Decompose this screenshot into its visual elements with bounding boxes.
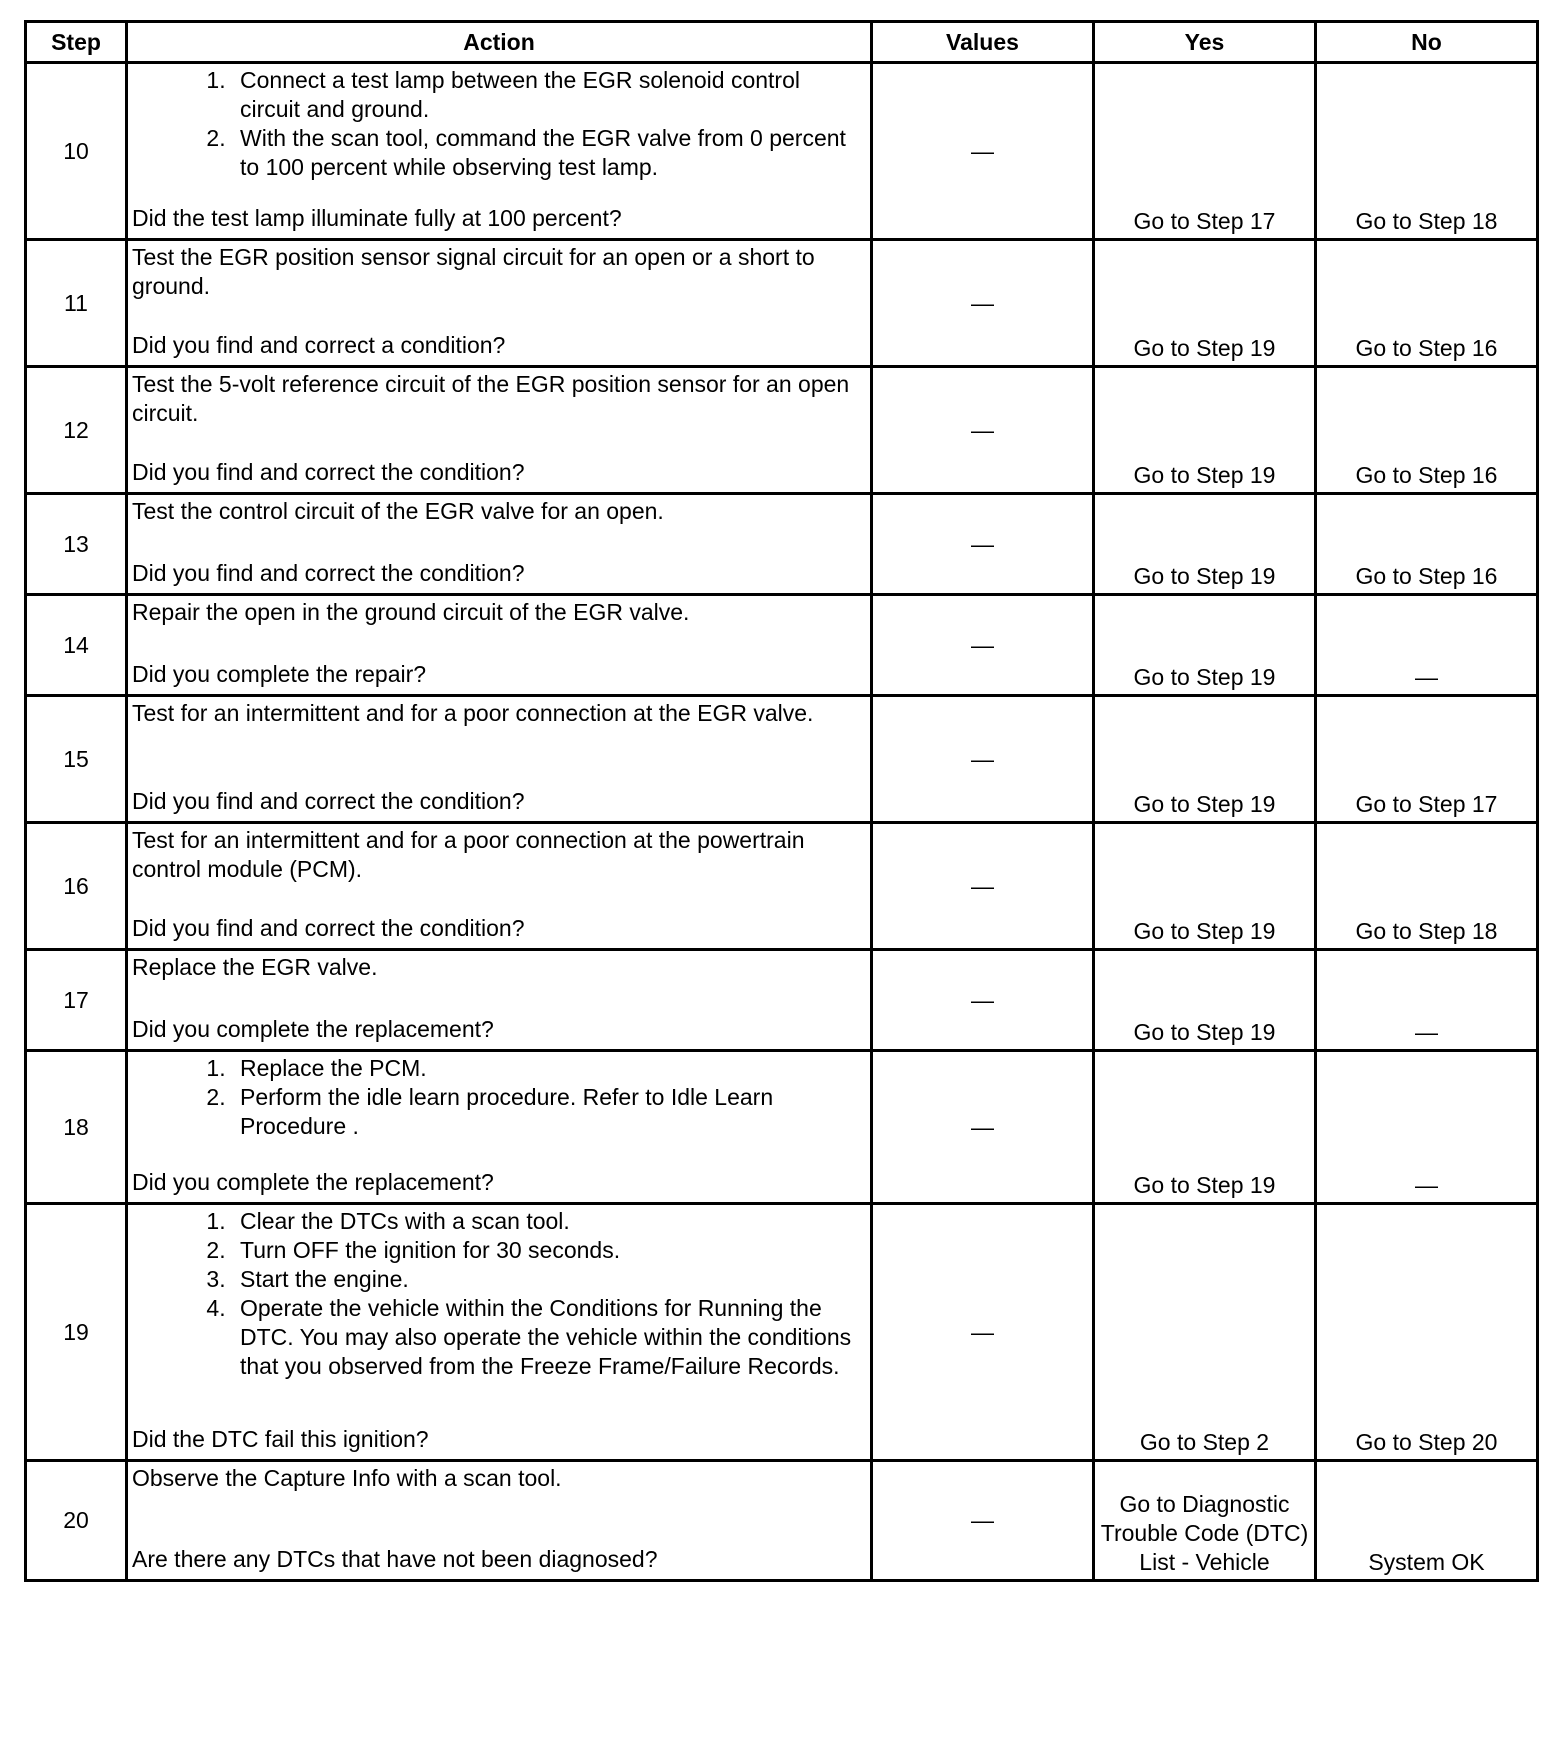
table-row	[26, 823, 1538, 950]
yes-cell	[1094, 1051, 1316, 1204]
no-link[interactable]: —	[1415, 1019, 1438, 1045]
action-text: Test the control circuit of the EGR valve for an open.	[132, 498, 664, 524]
action-list-item: 1. Connect a test lamp between the EGR solenoid control circuit and ground.	[232, 66, 864, 124]
action-cell	[127, 1051, 872, 1204]
no-cell	[1316, 1204, 1538, 1461]
action-cell	[127, 367, 872, 494]
no-link[interactable]: Go to Step 16	[1355, 335, 1498, 361]
step-cell: 16	[26, 823, 127, 950]
yes-cell	[1094, 823, 1316, 950]
action-question: Did you find and correct the condition?	[132, 788, 525, 814]
action-question: Did you complete the replacement?	[132, 1169, 494, 1195]
table-row	[26, 367, 1538, 494]
values-cell: —	[872, 1204, 1094, 1461]
action-content	[128, 368, 870, 489]
yes-cell	[1094, 367, 1316, 494]
action-text: Observe the Capture Info with a scan tool.	[132, 1465, 562, 1491]
values-cell: —	[872, 823, 1094, 950]
no-cell	[1316, 367, 1538, 494]
action-cell	[127, 950, 872, 1051]
action-list	[132, 66, 864, 182]
yes-cell	[1094, 696, 1316, 823]
action-content	[128, 951, 870, 1046]
yes-cell	[1094, 494, 1316, 595]
action-question: Did the DTC fail this ignition?	[132, 1426, 429, 1452]
action-content	[128, 824, 870, 945]
action-content	[128, 241, 870, 362]
action-question: Did you complete the replacement?	[132, 1016, 494, 1042]
action-cell	[127, 1461, 872, 1581]
header-no: No	[1316, 22, 1538, 63]
step-cell: 19	[26, 1204, 127, 1461]
action-content	[128, 596, 870, 691]
action-question: Are there any DTCs that have not been diagnosed?	[132, 1546, 658, 1572]
yes-link[interactable]: Go to Step 2	[1139, 1429, 1270, 1455]
values-cell: —	[872, 1461, 1094, 1581]
action-list	[132, 1054, 864, 1141]
values-cell: —	[872, 240, 1094, 367]
no-link[interactable]: —	[1415, 664, 1438, 690]
values-cell: —	[872, 1051, 1094, 1204]
yes-link[interactable]: Go to Step 17	[1133, 208, 1276, 234]
yes-cell	[1094, 63, 1316, 240]
step-cell: 14	[26, 595, 127, 696]
action-text: Replace the EGR valve.	[132, 954, 378, 980]
header-values: Values	[872, 22, 1094, 63]
yes-link[interactable]: Go to Step 19	[1133, 1172, 1276, 1198]
values-cell: —	[872, 494, 1094, 595]
yes-link[interactable]: Go to Step 19	[1133, 462, 1276, 488]
action-cell	[127, 63, 872, 240]
action-question: Did you find and correct the condition?	[132, 915, 525, 941]
no-link[interactable]: Go to Step 18	[1355, 918, 1498, 944]
values-cell: —	[872, 63, 1094, 240]
header-row	[26, 22, 1538, 63]
header-step: Step	[26, 22, 127, 63]
no-cell	[1316, 1051, 1538, 1204]
action-content	[128, 495, 870, 590]
values-cell: —	[872, 595, 1094, 696]
action-cell	[127, 494, 872, 595]
header-action: Action	[127, 22, 872, 63]
table-row	[26, 950, 1538, 1051]
action-cell	[127, 823, 872, 950]
action-question: Did you find and correct a condition?	[132, 332, 506, 358]
action-list-item: 1. Replace the PCM.	[232, 1054, 864, 1083]
action-text: Test the 5-volt reference circuit of the EGR position sensor for an open circuit.	[132, 371, 850, 426]
no-cell	[1316, 240, 1538, 367]
table-row	[26, 240, 1538, 367]
table-row	[26, 494, 1538, 595]
no-link[interactable]: Go to Step 16	[1355, 563, 1498, 589]
no-link[interactable]: Go to Step 20	[1355, 1429, 1498, 1455]
action-list-item: 2. Turn OFF the ignition for 30 seconds.	[232, 1236, 864, 1265]
yes-cell	[1094, 240, 1316, 367]
action-question: Did you find and correct the condition?	[132, 459, 525, 485]
no-cell	[1316, 595, 1538, 696]
values-cell: —	[872, 696, 1094, 823]
no-cell	[1316, 950, 1538, 1051]
table-row	[26, 696, 1538, 823]
no-cell	[1316, 1461, 1538, 1581]
step-cell: 10	[26, 63, 127, 240]
yes-link[interactable]: Go to Diagnostic Trouble Code (DTC) List - Vehicle	[1100, 1491, 1309, 1575]
table-row	[26, 1204, 1538, 1461]
no-link[interactable]: System OK	[1368, 1549, 1485, 1575]
action-content	[128, 1462, 870, 1576]
step-cell: 12	[26, 367, 127, 494]
action-text: Test the EGR position sensor signal circuit for an open or a short to ground.	[132, 244, 815, 299]
action-question: Did the test lamp illuminate fully at 100 percent?	[132, 205, 622, 231]
no-link[interactable]: Go to Step 17	[1355, 791, 1498, 817]
action-content	[128, 697, 870, 818]
yes-link[interactable]: Go to Step 19	[1133, 791, 1276, 817]
yes-link[interactable]: Go to Step 19	[1133, 918, 1276, 944]
step-cell: 15	[26, 696, 127, 823]
no-cell	[1316, 823, 1538, 950]
yes-link[interactable]: Go to Step 19	[1133, 563, 1276, 589]
no-cell	[1316, 696, 1538, 823]
step-cell: 20	[26, 1461, 127, 1581]
no-cell	[1316, 494, 1538, 595]
diagnostic-table	[24, 20, 1539, 1582]
table-row	[26, 1051, 1538, 1204]
action-list-item: 2. Perform the idle learn procedure. Refer to Idle Learn Procedure .	[232, 1083, 864, 1141]
yes-cell	[1094, 950, 1316, 1051]
yes-cell	[1094, 595, 1316, 696]
action-list	[132, 1207, 864, 1381]
action-question: Did you find and correct the condition?	[132, 560, 525, 586]
yes-cell	[1094, 1204, 1316, 1461]
action-content	[128, 1052, 870, 1199]
table-row	[26, 1461, 1538, 1581]
values-cell: —	[872, 950, 1094, 1051]
action-cell	[127, 1204, 872, 1461]
step-cell: 17	[26, 950, 127, 1051]
action-cell	[127, 595, 872, 696]
table-row	[26, 63, 1538, 240]
action-cell	[127, 696, 872, 823]
table-body	[26, 63, 1538, 1581]
action-list-item: 4. Operate the vehicle within the Conditions for Running the DTC. You may also operate the vehicle within the conditions that you observed from the Freeze Frame/Failure Records.	[232, 1294, 864, 1381]
action-list-item: 1. Clear the DTCs with a scan tool.	[232, 1207, 864, 1236]
action-question: Did you complete the repair?	[132, 661, 427, 687]
no-cell	[1316, 63, 1538, 240]
yes-link[interactable]: Go to Step 19	[1133, 1019, 1276, 1045]
table-row	[26, 595, 1538, 696]
action-content	[128, 1205, 870, 1456]
action-list-item: 2. With the scan tool, command the EGR valve from 0 percent to 100 percent while observing test lamp.	[232, 124, 864, 182]
yes-link[interactable]: Go to Step 19	[1133, 664, 1276, 690]
no-link[interactable]: Go to Step 18	[1355, 208, 1498, 234]
action-text: Repair the open in the ground circuit of the EGR valve.	[132, 599, 690, 625]
step-cell: 18	[26, 1051, 127, 1204]
no-link[interactable]: Go to Step 16	[1355, 462, 1498, 488]
action-list-item: 3. Start the engine.	[232, 1265, 864, 1294]
step-cell: 13	[26, 494, 127, 595]
yes-link[interactable]: Go to Step 19	[1133, 335, 1276, 361]
values-cell: —	[872, 367, 1094, 494]
action-text: Test for an intermittent and for a poor connection at the EGR valve.	[132, 700, 814, 726]
header-yes: Yes	[1094, 22, 1316, 63]
step-cell: 11	[26, 240, 127, 367]
action-content	[128, 64, 870, 235]
no-link[interactable]: —	[1415, 1172, 1438, 1198]
action-text: Test for an intermittent and for a poor connection at the powertrain control module (PCM).	[132, 827, 805, 882]
yes-cell	[1094, 1461, 1316, 1581]
action-cell	[127, 240, 872, 367]
